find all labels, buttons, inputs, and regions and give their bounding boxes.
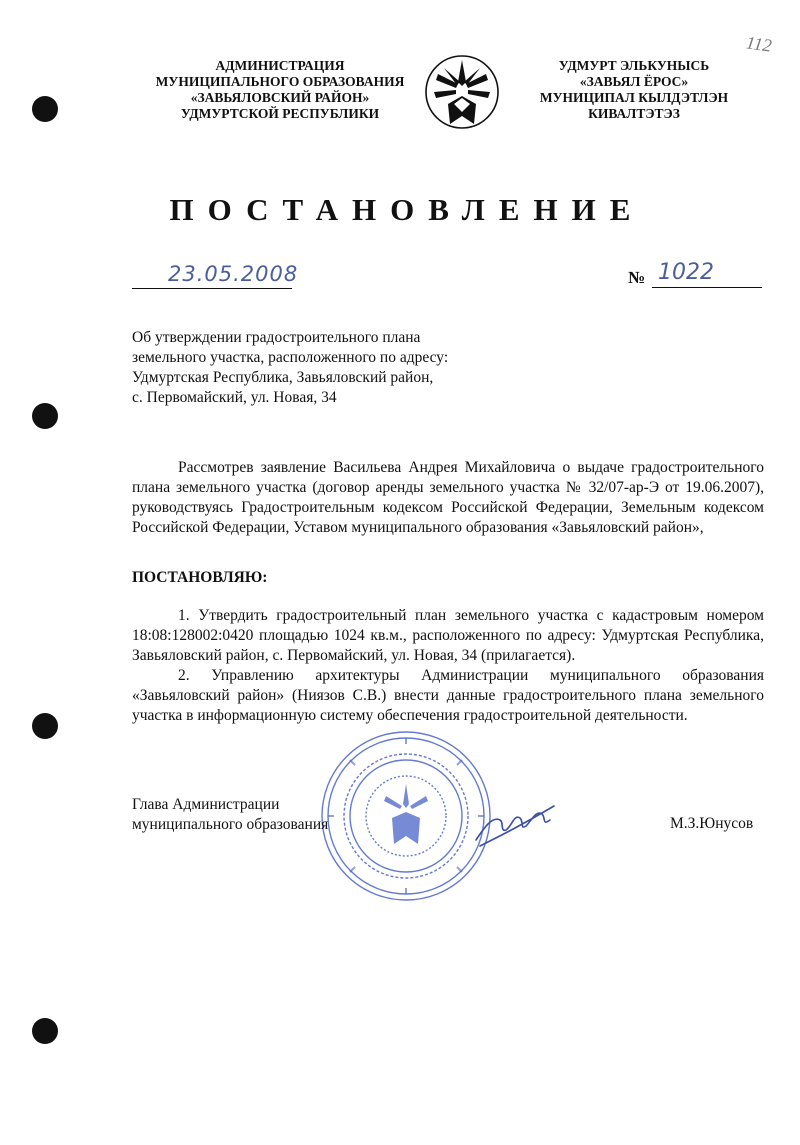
header-left-line: АДМИНИСТРАЦИЯ <box>215 58 345 73</box>
subject-line: Удмуртская Республика, Завьяловский район, <box>132 369 434 386</box>
header-left-line: МУНИЦИПАЛЬНОГО ОБРАЗОВАНИЯ <box>155 74 405 89</box>
preamble-paragraph: Рассмотрев заявление Васильева Андрея Михайловича о выдаче градостроительного плана земельного участка (договор аренды земельного участка № 32/07-ар-Э от 19.06.2007), руководствуясь Градостроительным кодексом Российской Федерации, Земельным кодексом Российской Федерации, Уставом муниципального образования «Завьяловский район», <box>132 459 764 536</box>
signatory-position-line: муниципального образования <box>132 816 329 833</box>
header-right-line: «ЗАВЬЯЛ ЁРОС» <box>579 74 689 89</box>
signatory-name: М.З.Юнусов <box>670 815 754 832</box>
punch-hole-icon <box>32 713 58 739</box>
handwritten-signature-icon <box>470 796 560 856</box>
header-left-line: УДМУРТСКОЙ РЕСПУБЛИКИ <box>180 106 380 121</box>
document-title: ПОСТАНОВЛЕНИЕ <box>169 192 645 227</box>
header-left-line: «ЗАВЬЯЛОВСКИЙ РАЙОН» <box>190 90 370 105</box>
signatory-position-line: Глава Администрации <box>132 796 280 813</box>
header-right <box>520 58 748 122</box>
page-number-mark: 112 <box>744 32 774 56</box>
subject-block <box>132 328 552 408</box>
number-underline <box>652 287 762 288</box>
header-right-line: УДМУРТ ЭЛЬКУНЫСЬ <box>558 58 710 73</box>
subject-line: земельного участка, расположенного по адресу: <box>132 349 449 366</box>
official-stamp-icon <box>318 728 494 904</box>
signatory-position <box>132 795 328 835</box>
decree-item: 2. Управлению архитектуры Администрации муниципального образования «Завьяловский район» (Ниязов С.В.) внести данные градостроительного плана земельного участка в информационную систему обеспечения градостроительной деятельности. <box>132 667 764 724</box>
punch-hole-icon <box>32 1018 58 1044</box>
number-field <box>628 260 762 288</box>
header-left <box>130 58 430 122</box>
subject-line: с. Первомайский, ул. Новая, 34 <box>132 389 337 406</box>
number-sign: № <box>628 268 646 287</box>
header-right-line: КИВАЛТЭТЭЗ <box>588 106 680 121</box>
punch-hole-icon <box>32 403 58 429</box>
date-field <box>132 262 299 289</box>
subject-line: Об утверждении градостроительного плана <box>132 329 421 346</box>
date-value: 23.05.2008 <box>168 262 299 286</box>
header-right-line: МУНИЦИПАЛ КЫЛДЭТЛЭН <box>539 90 729 105</box>
number-value: 1022 <box>658 260 714 285</box>
decree-item: 1. Утвердить градостроительный план земельного участка с кадастровым номером 18:08:128002:0420 площадью 1024 кв.м., расположенного по адресу: Удмуртская Республика, Завьяловский район, с. Первомайский, ул. Новая, 34 (прилагается). <box>132 607 764 664</box>
punch-hole-icon <box>32 96 58 122</box>
decree-heading: ПОСТАНОВЛЯЮ: <box>132 569 268 586</box>
district-emblem-icon <box>424 52 500 134</box>
